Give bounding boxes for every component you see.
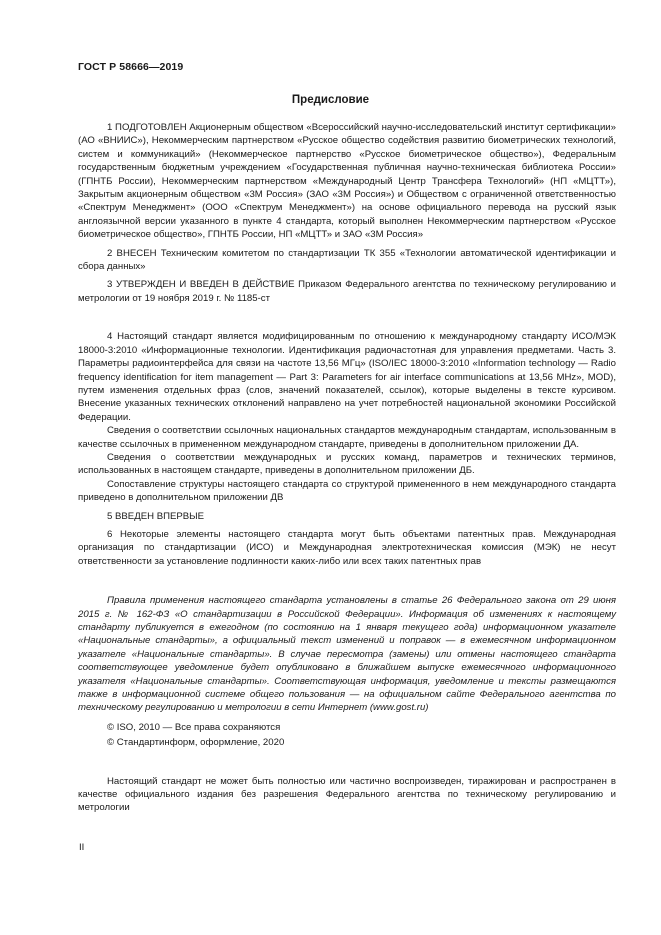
copyright-iso: © ISO, 2010 — Все права сохраняются bbox=[107, 721, 281, 733]
paragraph-approved: 3 УТВЕРЖДЕН И ВВЕДЕН В ДЕЙСТВИЕ Приказом Федерального агентства по техническому регулированию и метрологии от 19 ноября 2019 г. № 1185-ст bbox=[78, 279, 616, 304]
paragraph-introduced-by: 2 ВНЕСЕН Техническим комитетом по стандартизации ТК 355 «Технологии автоматической идентификации и сбора данных» bbox=[78, 247, 616, 273]
paragraph-appendix-db: Сведения о соответствии международных и русских команд, параметров и технических терминов, использованных в настоящем стандарте, приведены в дополнительном приложении ДБ. bbox=[78, 451, 616, 477]
paragraph-prepared-by: 1 ПОДГОТОВЛЕН Акционерным обществом «Всероссийский научно-исследовательский институт сертификации» (АО «ВНИИС»), Некоммерческим партнерством «Русское общество содействия развитию биометрических технологий, систем и коммуникаций» (Некоммерческое партнерство «Русское биометрическое общество»), Федеральным государственным бюджетным учреждением «Государственная публичная научно-техническая библиотека России» (ГПНТБ России), Некоммерческим партнерством «Международный Центр Трансфера Технологий» (НП «МЦТТ»), Закрытым акционерным обществом «3М Россия» (ЗАО «3М Россия») и Обществом с ограниченной ответственностью «Спектрум Менеджмент» (ООО «Спектрум Менеджмент») на основе официального перевода на русский язык англоязычной версии указанного в пункте 4 стандарта, который выполнен Некоммерческим партнерством «Русское биометрическое общество», ГПНТБ России, НП «МЦТТ» и ЗАО «3М Россия» bbox=[78, 122, 616, 241]
paragraph-appendix-da: Сведения о соответствии ссылочных национальных стандартов международным стандартам, использованным в качестве ссылочных в примененном международном стандарте, приведены в дополнительном приложении ДА. bbox=[78, 425, 616, 450]
paragraph-first-introduced: 5 ВВЕДЕН ВПЕРВЫЕ bbox=[107, 510, 205, 522]
standard-id-header: ГОСТ Р 58666—2019 bbox=[78, 61, 184, 73]
document-body bbox=[78, 121, 616, 815]
copyright-standartinform: © Стандартинформ, оформление, 2020 bbox=[107, 737, 285, 749]
rules-note: Правила применения настоящего стандарта установлены в статье 26 Федерального закона от 29 июня 2015 г. № 162-ФЗ «О стандартизации в Российской Федерации». Информация об изменениях к настоящему стандарту публикуется в ежегодном (по состоянию на 1 января текущего года) информационном указателе «Национальные стандарты», а официальный текст изменений и поправок — в ежемесячном информационном указателе «Национальные стандарты». В случае пересмотра (замены) или отмены настоящего стандарта соответствующее уведомление будет опубликовано в ближайшем выпуске ежемесячного информационного указателя «Национальные стандарты». Соответствующая информация, уведомление и тексты размещаются также в информационной системе общего пользования — на официальном сайте Федерального агентства по техническому регулированию и метрологии в сети Интернет (www.gost.ru) bbox=[78, 595, 616, 714]
page-number: II bbox=[79, 842, 85, 853]
paragraph-appendix-dv: Сопоставление структуры настоящего стандарта со структурой примененного в нем международного стандарта приведено в дополнительном приложении ДВ bbox=[78, 478, 616, 504]
paragraph-modified-standard: 4 Настоящий стандарт является модифицированным по отношению к международному стандарту ИСО/МЭК 18000-3:2010 «Информационные технологии. Идентификация радиочастотная для управления предметами. Часть 3. Параметры радиоинтерфейса для связи на частоте 13,56 МГц» (ISO/IEC 18000-3:2010 «Information technology — Radio frequency identification for item management — Part 3: Parameters for air interface communications at 13,56 MHz», MOD), путем изменения отдельных фраз (слов, значений показателей, ссылок), которые выделены в тексте курсивом. Внесение указанных технических отклонений направлено на учет потребностей национальной экономики Российской Федерации. bbox=[78, 331, 616, 423]
paragraph-patent-rights: 6 Некоторые элементы настоящего стандарта могут быть объектами патентных прав. Международная организация по стандартизации (ИСО) и Международная электротехническая комиссия (МЭК) не несут ответственности за установление подлинности каких-либо или всех таких патентных прав bbox=[78, 528, 616, 567]
page-title: Предисловие bbox=[291, 94, 370, 106]
reproduction-notice: Настоящий стандарт не может быть полностью или частично воспроизведен, тиражирован и распространен в качестве официального издания без разрешения Федерального агентства по техническому регулированию и метрологии bbox=[78, 775, 616, 814]
